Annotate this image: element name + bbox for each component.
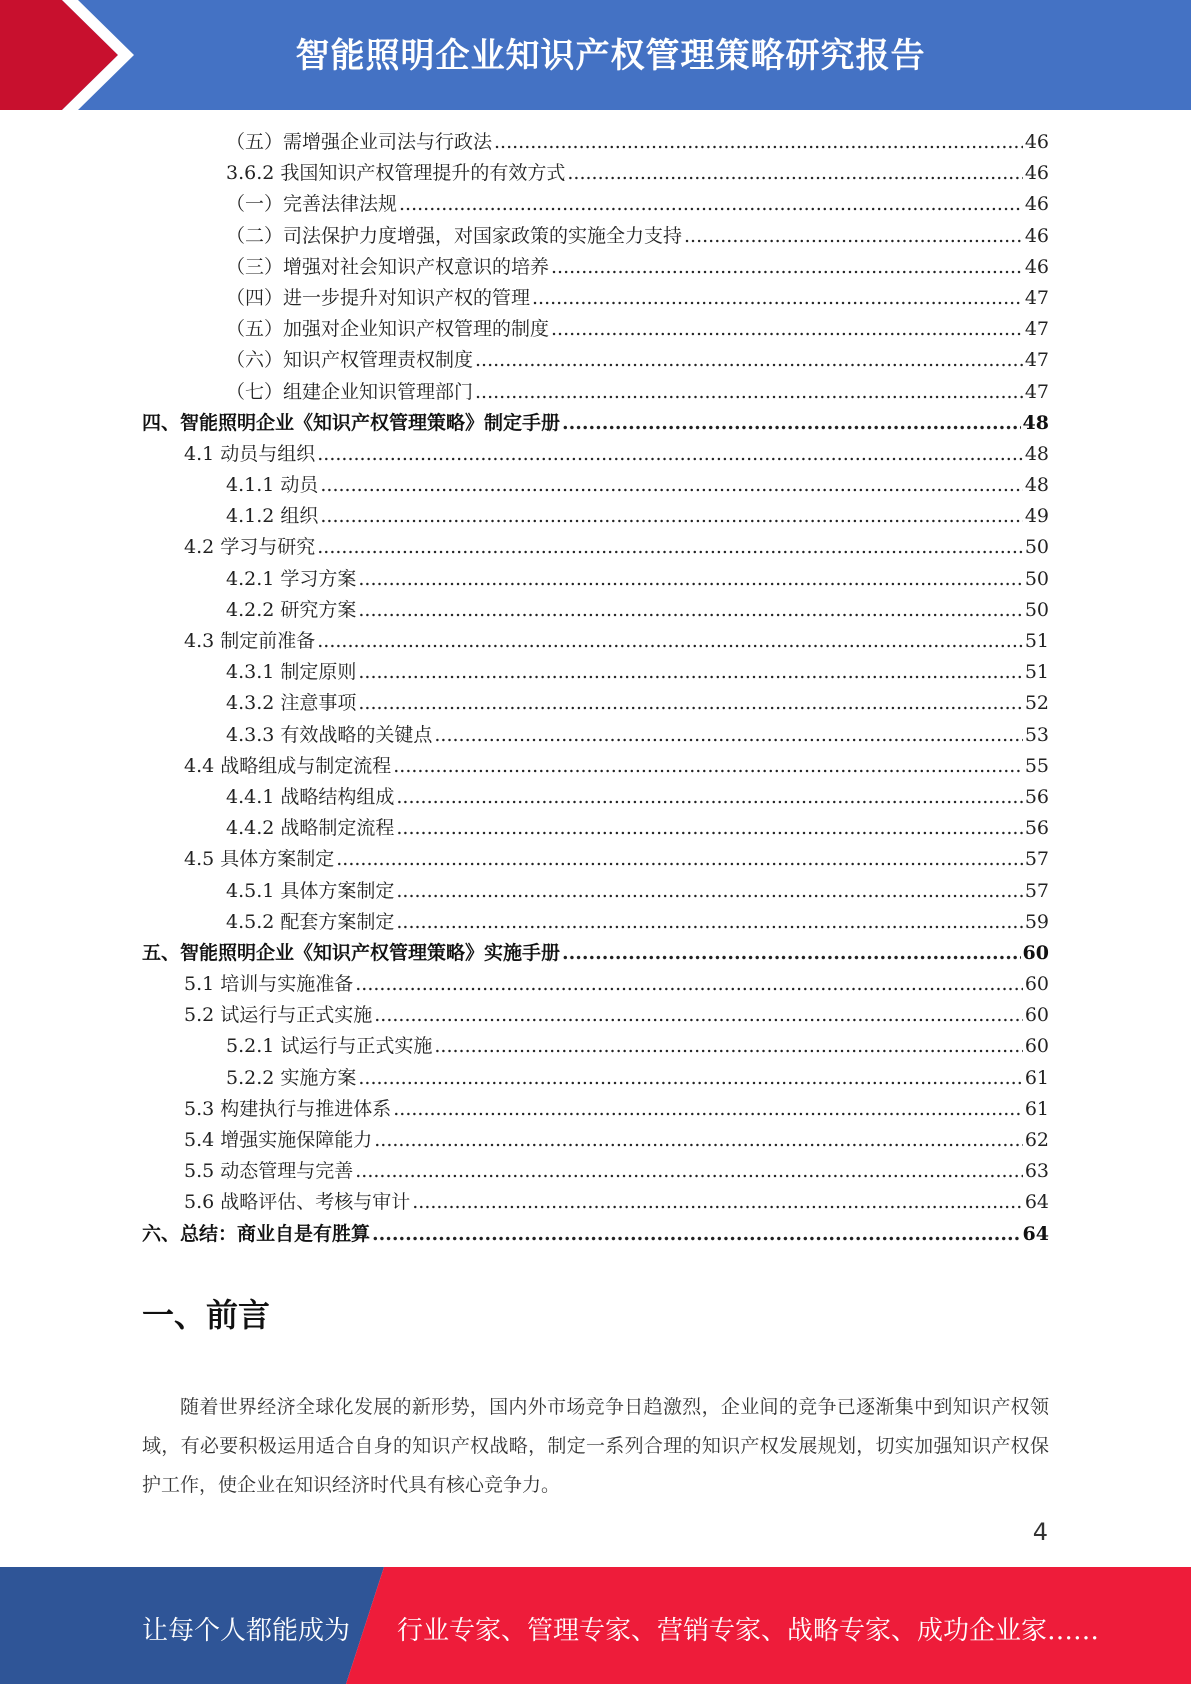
toc-entry-page: 64: [1023, 1187, 1049, 1218]
toc-entry[interactable]: [142, 720, 1049, 751]
toc-entry[interactable]: [142, 1031, 1049, 1062]
toc-entry-page: 46: [1023, 252, 1049, 283]
toc-entry-label: （一）完善法律法规: [226, 193, 398, 216]
toc-entry-page: 47: [1023, 314, 1049, 345]
toc-entry-label: 4.3 制定前准备: [184, 630, 316, 652]
toc-leader-dots: [475, 377, 1023, 408]
toc-leader-dots: [317, 532, 1023, 563]
footer-slogan-right: 行业专家、管理专家、营销专家、战略专家、成功企业家……: [397, 1616, 1100, 1646]
toc-entry[interactable]: [142, 127, 1049, 158]
toc-entry-label: 4.3.1 制定原则: [226, 661, 357, 684]
toc-entry-label: （四）进一步提升对知识产权的管理: [226, 286, 531, 309]
toc-entry-label: 4.4 战略组成与制定流程: [184, 754, 392, 777]
toc-entry-label: （五）加强对企业知识产权管理的制度: [226, 318, 550, 341]
toc-entry-label: 5.3 构建执行与推进体系: [184, 1097, 392, 1120]
toc-entry-label: 5.1 培训与实施准备: [184, 973, 354, 996]
toc-entry[interactable]: [142, 688, 1049, 719]
toc-leader-dots: [562, 938, 1021, 969]
toc-leader-dots: [372, 1219, 1021, 1250]
toc-entry-label: 5.2.2 实施方案: [226, 1066, 357, 1089]
toc-entry-page: 61: [1023, 1063, 1049, 1094]
toc-leader-dots: [399, 189, 1023, 220]
toc-entry-label: 5.6 战略评估、考核与审计: [184, 1191, 411, 1214]
toc-entry-page: 55: [1023, 751, 1049, 782]
toc-entry[interactable]: [142, 751, 1049, 782]
toc-entry-page: 46: [1023, 221, 1049, 252]
toc-entry-label: 四、智能照明企业《知识产权管理策略》制定手册: [142, 411, 561, 434]
toc-entry[interactable]: [142, 377, 1049, 408]
toc-leader-dots: [358, 1063, 1022, 1094]
toc-entry[interactable]: [142, 1219, 1049, 1250]
toc-entry-page: 48: [1023, 439, 1049, 470]
toc-entry[interactable]: [142, 876, 1049, 907]
toc-entry[interactable]: [142, 813, 1049, 844]
toc-entry-page: 60: [1023, 1000, 1049, 1031]
toc-entry[interactable]: [142, 314, 1049, 345]
report-title: 智能照明企业知识产权管理策略研究报告: [295, 36, 926, 76]
toc-entry-label: 4.2 学习与研究: [184, 536, 316, 559]
toc-entry-page: 50: [1023, 532, 1049, 563]
section-heading: 一、前言: [142, 1296, 271, 1334]
toc-entry[interactable]: [142, 221, 1049, 252]
toc-leader-dots: [320, 501, 1022, 532]
toc-leader-dots: [396, 907, 1022, 938]
toc-entry-page: 60: [1023, 969, 1049, 1000]
toc-entry-label: （七）组建企业知识管理部门: [226, 380, 474, 403]
toc-entry-page: 53: [1023, 720, 1049, 751]
toc-leader-dots: [358, 688, 1022, 719]
toc-leader-dots: [434, 1031, 1022, 1062]
toc-leader-dots: [396, 813, 1022, 844]
toc-entry-label: 4.1.1 动员: [226, 474, 319, 497]
toc-entry[interactable]: [142, 782, 1049, 813]
toc-entry[interactable]: [142, 1000, 1049, 1031]
toc-leader-dots: [567, 158, 1022, 189]
toc-entry-label: 4.4.2 战略制定流程: [226, 817, 395, 840]
toc-entry-label: 4.5.1 具体方案制定: [226, 879, 395, 902]
toc-leader-dots: [684, 221, 1023, 252]
toc-entry[interactable]: [142, 1187, 1049, 1218]
toc-entry[interactable]: [142, 1063, 1049, 1094]
toc-entry-label: 五、智能照明企业《知识产权管理策略》实施手册: [142, 941, 561, 964]
toc-entry-label: （五）需增强企业司法与行政法: [226, 131, 493, 153]
page-header: [0, 0, 1191, 110]
toc-entry[interactable]: [142, 158, 1049, 189]
toc-entry-label: 5.4 增强实施保障能力: [184, 1129, 373, 1151]
toc-leader-dots: [355, 969, 1023, 1000]
toc-entry[interactable]: [142, 1125, 1049, 1156]
toc-entry-page: 63: [1023, 1156, 1049, 1187]
toc-entry[interactable]: [142, 470, 1049, 501]
toc-entry[interactable]: [142, 408, 1049, 439]
toc-entry-label: 3.6.2 我国知识产权管理提升的有效方式: [226, 162, 566, 185]
toc-entry[interactable]: [142, 252, 1049, 283]
footer-slogan-left: 让每个人都能成为: [142, 1616, 351, 1646]
toc-entry-label: 5.5 动态管理与完善: [184, 1160, 354, 1183]
toc-entry-page: 51: [1023, 626, 1049, 657]
toc-entry-page: 47: [1023, 377, 1049, 408]
toc-entry-page: 48: [1021, 408, 1049, 439]
toc-entry[interactable]: [142, 439, 1049, 470]
toc-entry[interactable]: [142, 1156, 1049, 1187]
toc-leader-dots: [317, 626, 1023, 657]
toc-entry-page: 46: [1023, 158, 1049, 189]
toc-entry-page: 48: [1023, 470, 1049, 501]
toc-entry[interactable]: [142, 595, 1049, 626]
toc-entry-page: 51: [1023, 657, 1049, 688]
toc-entry-page: 61: [1023, 1094, 1049, 1125]
toc-entry[interactable]: [142, 938, 1049, 969]
toc-entry-label: 5.2 试运行与正式实施: [184, 1004, 373, 1027]
toc-entry-label: 4.2.2 研究方案: [226, 598, 357, 621]
toc-entry-label: （六）知识产权管理责权制度: [226, 349, 474, 372]
page-footer: [0, 1567, 1191, 1684]
toc-leader-dots: [475, 345, 1023, 376]
toc-entry[interactable]: [142, 501, 1049, 532]
toc-entry[interactable]: [142, 189, 1049, 220]
toc-entry-label: 4.5 具体方案制定: [184, 848, 335, 871]
toc-leader-dots: [551, 252, 1023, 283]
toc-leader-dots: [551, 314, 1023, 345]
body-paragraph: 随着世界经济全球化发展的新形势，国内外市场竞争日趋激烈，企业间的竞争已逐渐集中到知识产权领域，有必要积极运用适合自身的知识产权战略，制定一系列合理的知识产权发展规划，切实加强知识产权保护工作，使企业在知识经济时代具有核心竞争力。: [142, 1396, 1049, 1496]
toc-entry-label: 4.3.2 注意事项: [226, 692, 357, 715]
toc-leader-dots: [532, 283, 1023, 314]
toc-entry-page: 49: [1023, 501, 1049, 532]
toc-leader-dots: [396, 782, 1022, 813]
toc-entry[interactable]: [142, 844, 1049, 875]
toc-leader-dots: [374, 1000, 1023, 1031]
toc-leader-dots: [358, 657, 1022, 688]
toc-entry[interactable]: [142, 564, 1049, 595]
toc-leader-dots: [358, 564, 1022, 595]
toc-entry-page: 46: [1023, 127, 1049, 158]
toc-entry-page: 47: [1023, 345, 1049, 376]
toc-leader-dots: [320, 470, 1022, 501]
toc-entry[interactable]: [142, 345, 1049, 376]
toc-entry-label: 4.3.3 有效战略的关键点: [226, 723, 433, 746]
toc-entry-label: 5.2.1 试运行与正式实施: [226, 1035, 433, 1058]
toc-entry-label: 4.1.2 组织: [226, 505, 319, 528]
toc-entry-label: 4.1 动员与组织: [184, 442, 316, 465]
toc-entry-page: 47: [1023, 283, 1049, 314]
toc-entry-page: 46: [1023, 189, 1049, 220]
toc-entry-page: 52: [1023, 688, 1049, 719]
toc-entry-label: 4.5.2 配套方案制定: [226, 910, 395, 933]
toc-leader-dots: [374, 1125, 1023, 1156]
toc-entry[interactable]: [142, 907, 1049, 938]
toc-entry[interactable]: [142, 532, 1049, 563]
toc-entry-page: 60: [1023, 1031, 1049, 1062]
toc-entry-page: 60: [1021, 938, 1049, 969]
toc-entry[interactable]: [142, 283, 1049, 314]
toc-entry[interactable]: [142, 1094, 1049, 1125]
toc-entry-page: 62: [1023, 1125, 1049, 1156]
toc-entry-label: （二）司法保护力度增强，对国家政策的实施全力支持: [226, 224, 683, 247]
toc-entry[interactable]: [142, 626, 1049, 657]
toc-entry-page: 50: [1023, 595, 1049, 626]
toc-entry-label: 六、总结：商业自是有胜算: [142, 1222, 371, 1245]
toc-leader-dots: [358, 595, 1022, 626]
toc-leader-dots: [317, 439, 1023, 470]
toc-entry[interactable]: [142, 657, 1049, 688]
toc-entry-page: 57: [1023, 876, 1049, 907]
toc-entry-label: （三）增强对社会知识产权意识的培养: [226, 255, 550, 278]
table-of-contents: [142, 127, 1049, 1250]
toc-entry-page: 56: [1023, 813, 1049, 844]
toc-leader-dots: [393, 1094, 1023, 1125]
toc-entry-page: 57: [1023, 844, 1049, 875]
toc-leader-dots: [355, 1156, 1023, 1187]
toc-leader-dots: [412, 1187, 1023, 1218]
toc-entry-label: 4.2.1 学习方案: [226, 567, 357, 590]
toc-leader-dots: [434, 720, 1022, 751]
toc-entry[interactable]: [142, 969, 1049, 1000]
toc-entry-page: 59: [1023, 907, 1049, 938]
toc-entry-page: 56: [1023, 782, 1049, 813]
toc-entry-label: 4.4.1 战略结构组成: [226, 785, 395, 808]
toc-leader-dots: [393, 751, 1023, 782]
toc-leader-dots: [494, 127, 1023, 158]
toc-leader-dots: [396, 876, 1022, 907]
toc-leader-dots: [562, 408, 1021, 439]
toc-leader-dots: [336, 844, 1023, 875]
toc-entry-page: 50: [1023, 564, 1049, 595]
page-number: 4: [1032, 1518, 1048, 1546]
toc-entry-page: 64: [1021, 1219, 1049, 1250]
